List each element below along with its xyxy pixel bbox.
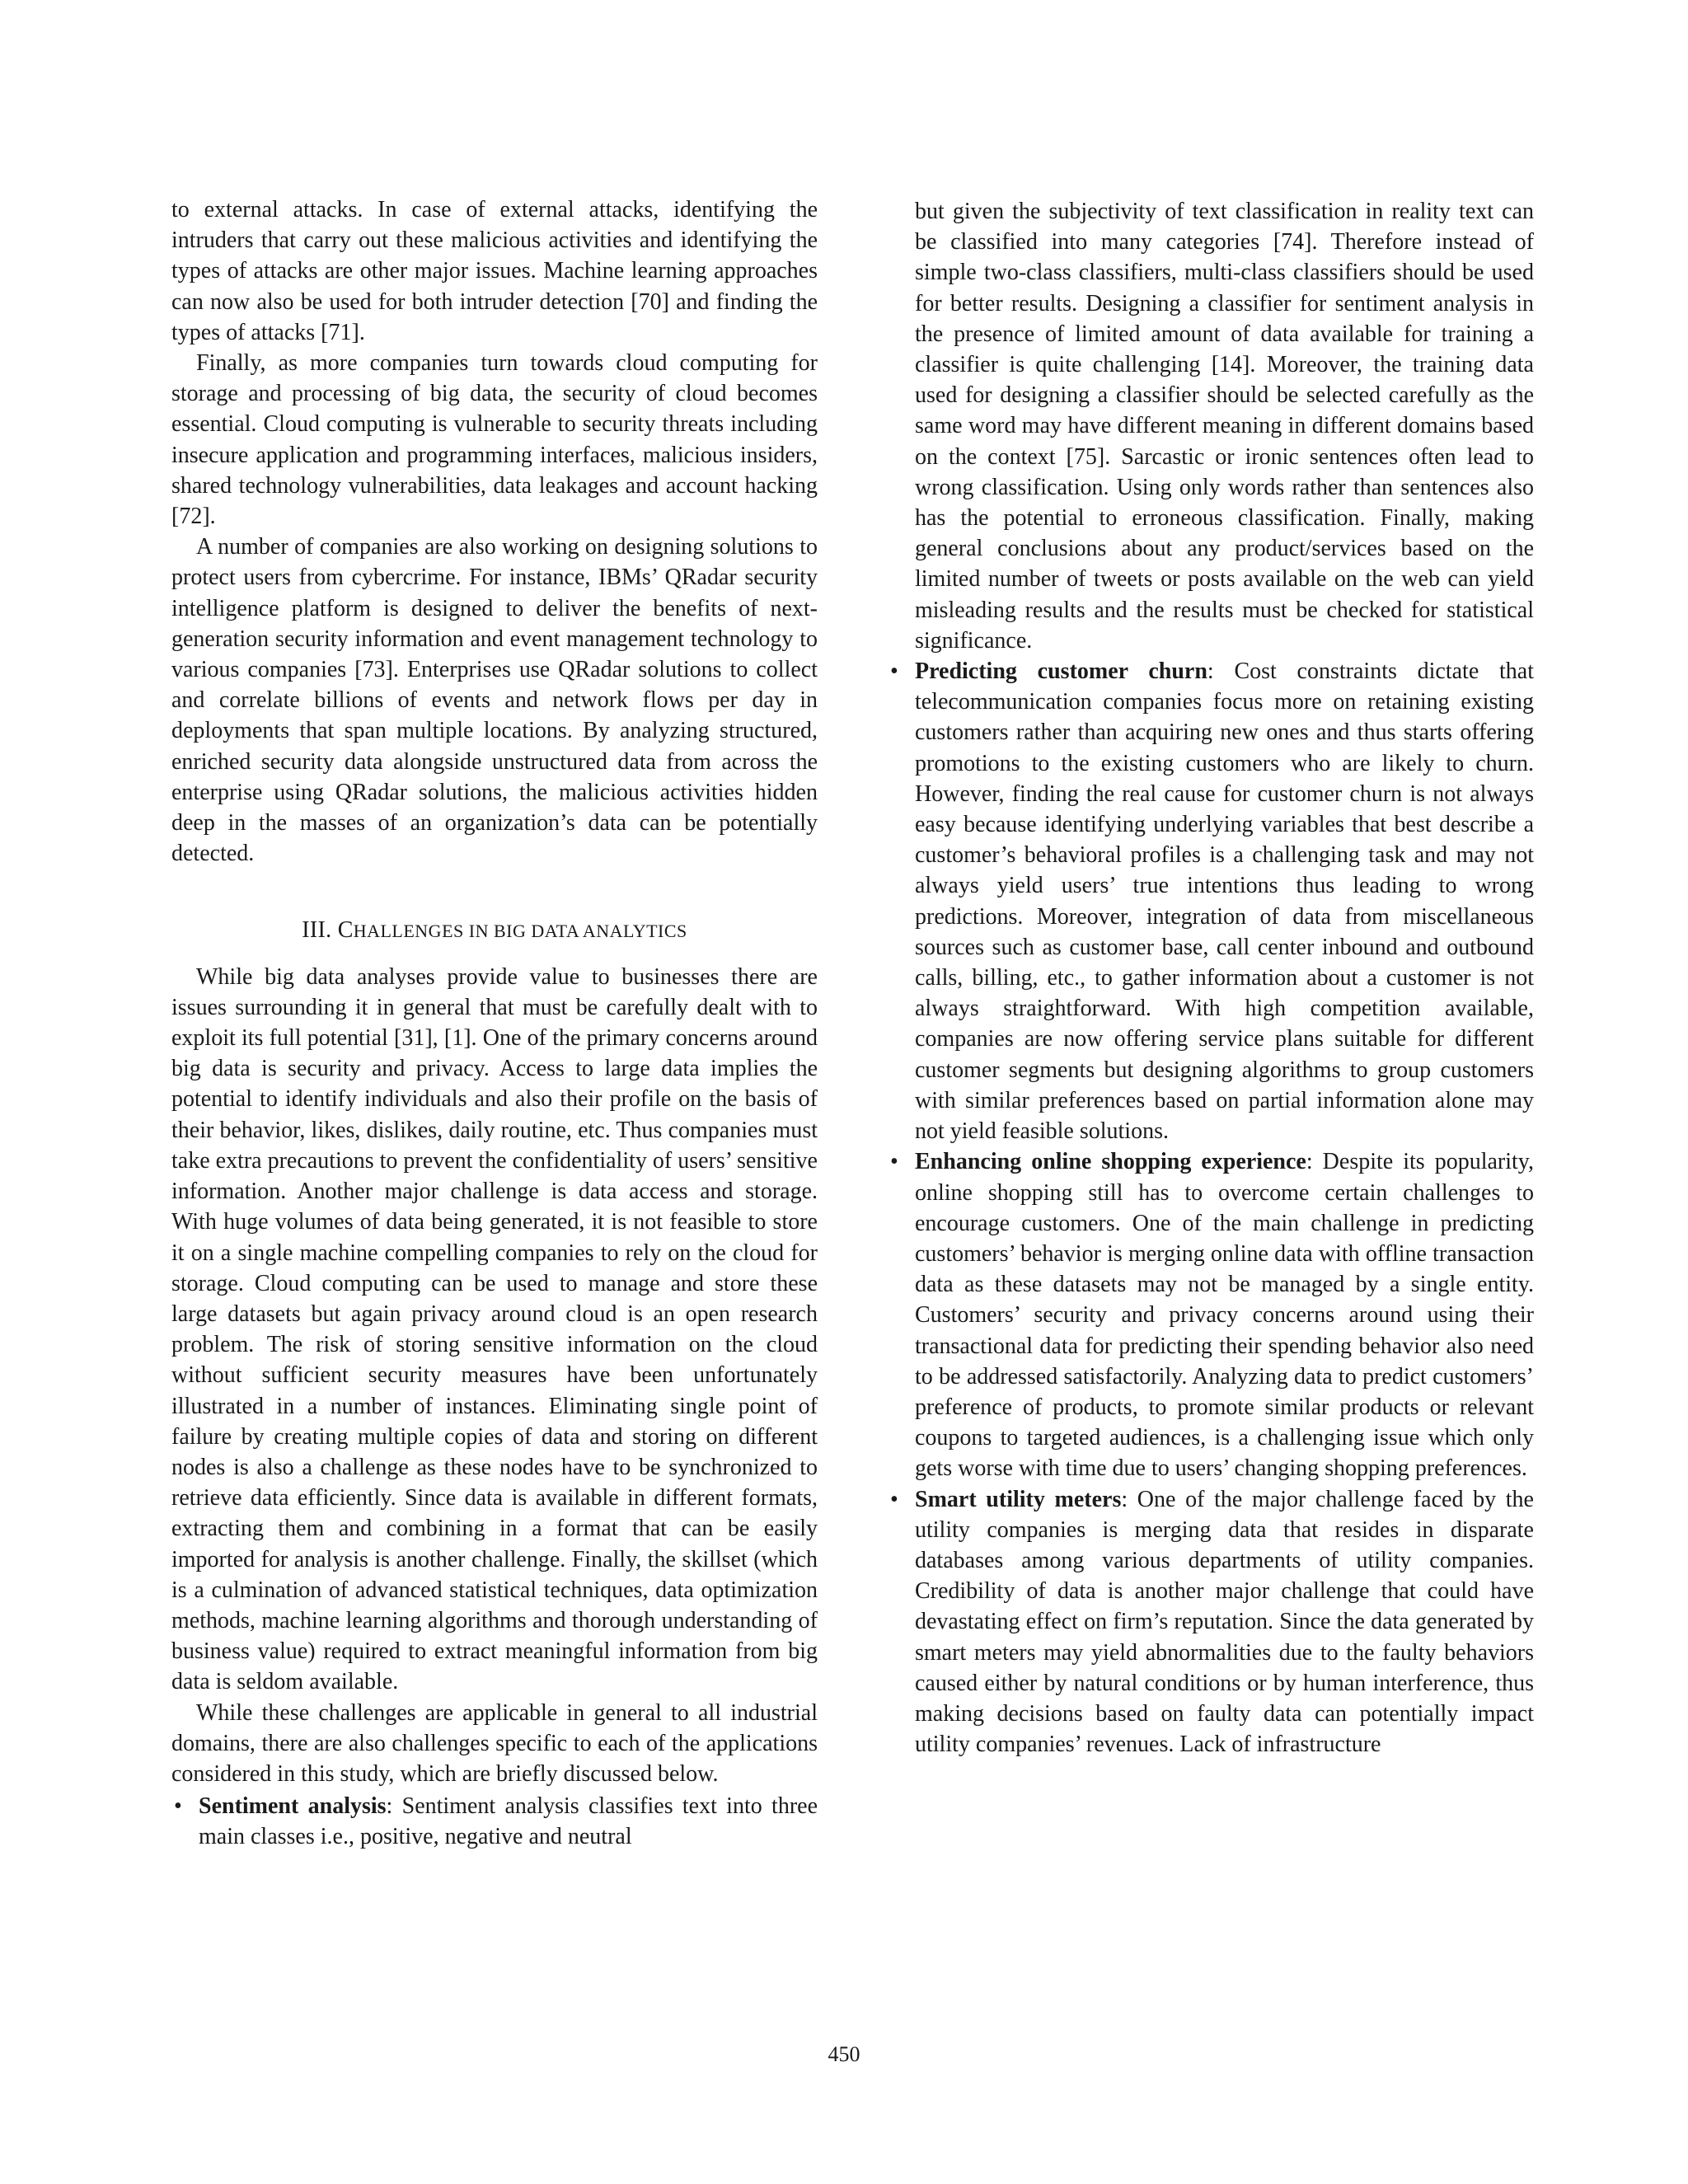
- bullet-text: : Cost constraints dictate that telecommunication companies focus more on retaining existing customers rather than acquiring new ones and thus starts offering promotions to the existing customers who are likely to churn. However, finding the real cause for customer churn is not always easy because identifying underlying variables that best describe a customer’s behavioral profiles is a challenging task and may not always yield users’ true intentions thus leading to wrong predictions. Moreover, integration of data from miscellaneous sources such as customer base, call center inbound and outbound calls, billing, etc., to gather information about a customer is not always straightforward. With high competition available, companies are now offering service plans suitable for different customer segments but designing algorithms to group customers with similar preferences based on partial information alone may not yield feasible solutions.: [915, 658, 1534, 1145]
- page-number: 450: [828, 2042, 860, 2066]
- bullet-title: Smart utility meters: [915, 1486, 1122, 1512]
- bullet-title: Enhancing online shopping experience: [915, 1149, 1306, 1175]
- section-number: III.: [302, 917, 332, 944]
- bullet-icon: •: [890, 1486, 898, 1512]
- list-item-smart-meters: [890, 1484, 1534, 1760]
- paragraph-external-attacks: to external attacks. In case of external attacks, identifying the intruders that carry out these malicious activities and identifying the types of attacks are other major issues. Machine learning approaches can now also be used for both intruder detection [70] and finding the types of attacks [71].: [171, 197, 818, 345]
- bullet-icon: •: [174, 1793, 182, 1820]
- section-title-initial: C: [337, 917, 354, 944]
- paragraph-cloud-security: Finally, as more companies turn towards cloud computing for storage and processing of big data, the security of cloud becomes essential. Cloud computing is vulnerable to security threats including insecure application and programming interfaces, malicious insiders, shared technology vulnerabilities, data leakages and account hacking [72].: [171, 350, 818, 530]
- list-item-customer-churn: [890, 656, 1534, 1146]
- section-heading: [171, 915, 818, 946]
- bullet-title: Sentiment analysis: [199, 1793, 387, 1820]
- list-item-sentiment-analysis: [174, 1791, 818, 1852]
- paragraph-qradar: A number of companies are also working on designing solutions to protect users from cybercrime. For instance, IBMs’ QRadar security intelligence platform is designed to deliver the benefits of next-generation security information and event management technology to various companies [73]. Enterprises use QRadar solutions to collect and correlate billions of events and network flows per day in deployments that span multiple locations. By analyzing structured, enriched security data alongside unstructured data from across the enterprise using QRadar solutions, the malicious activities hidden deep in the masses of an organization’s data can be potentially detected.: [171, 534, 818, 867]
- list-item-online-shopping: [890, 1146, 1534, 1483]
- bullet-continuation-text: but given the subjectivity of text classification in reality text can be classified into many categories [74]. Therefore instead of simple two-class classifiers, multi-class classifiers should be used for better results. Designing a classifier for sentiment analysis in the presence of limited amount of data available for training a classifier is quite challenging [14]. Moreover, the training data used for designing a classifier should be selected carefully as the same word may have different meaning in different domains based on the context [75]. Sarcastic or ironic sentences often lead to wrong classification. Using only words rather than sentences also has the potential to erroneous classification. Finally, making general conclusions about any product/services based on the limited number of tweets or posts available on the web can yield misleading results and the results must be checked for statistical significance.: [915, 199, 1534, 654]
- bullet-text: : One of the major challenge faced by the utility companies is merging data that resides in disparate databases among various departments of utility companies. Credibility of data is another major challenge that could have devastating effect on firm’s reputation. Since the data generated by smart meters may yield abnormalities due to the faulty behaviors caused either by natural conditions or by human interference, thus making decisions based on faulty data can potentially impact utility companies’ revenues. Lack of infrastructure: [915, 1486, 1534, 1758]
- right-column: [888, 194, 1534, 1760]
- bullet-icon: •: [890, 1149, 898, 1175]
- challenge-list-right: [888, 196, 1534, 1760]
- section-title-rest: HALLENGES IN BIG DATA ANALYTICS: [353, 921, 687, 942]
- list-item-sentiment-analysis-continued: [915, 196, 1534, 656]
- challenge-list-left: [171, 1791, 818, 1852]
- paragraph-challenges-overview: While big data analyses provide value to businesses there are issues surrounding it in general that must be carefully dealt with to exploit its full potential [31], [1]. One of the primary concerns around big data is security and privacy. Access to large data implies the potential to identify individuals and also their profile on the basis of their behavior, likes, dislikes, daily routine, etc. Thus companies must take extra precautions to prevent the confidentiality of users’ sensitive information. Another major challenge is data access and storage. With huge volumes of data being generated, it is not feasible to store it on a single machine compelling companies to rely on the cloud for storage. Cloud computing can be used to manage and store these large datasets but again privacy around cloud is an open research problem. The risk of storing sensitive information on the cloud without sufficient security measures have been unfortunately illustrated in a number of instances. Eliminating single point of failure by creating multiple copies of data and storing on different nodes is also a challenge as these nodes have to be synchronized to retrieve data efficiently. Since data is available in different formats, extracting them and combining in a format that can be easily imported for analysis is another challenge. Finally, the skillset (which is a culmination of advanced statistical techniques, data optimization methods, machine learning algorithms and thorough understanding of business value) required to extract meaningful information from big data is seldom available.: [171, 963, 818, 1695]
- bullet-icon: •: [890, 658, 898, 685]
- bullet-text: : Sentiment analysis classifies text into three main classes i.e., positive, negative and neutral: [199, 1793, 818, 1850]
- left-column: [171, 194, 818, 1853]
- bullet-text: : Despite its popularity, online shopping still has to overcome certain challenges to encourage customers. One of the main challenge in predicting customers’ behavior is merging online data with offline transaction data as these datasets may not be managed by a single entity. Customers’ security and privacy concerns around using their transactional data for predicting their spending behavior also need to be addressed satisfactorily. Analyzing data to predict customers’ preference of products, to promote similar products or relevant coupons to targeted audiences, is a challenging issue which only gets worse with time due to users’ changing shopping preferences.: [915, 1149, 1534, 1482]
- paragraph-domain-challenges: While these challenges are applicable in general to all industrial domains, there are also challenges specific to each of the applications considered in this study, which are briefly discussed below.: [171, 1699, 818, 1787]
- bullet-title: Predicting customer churn: [915, 658, 1207, 685]
